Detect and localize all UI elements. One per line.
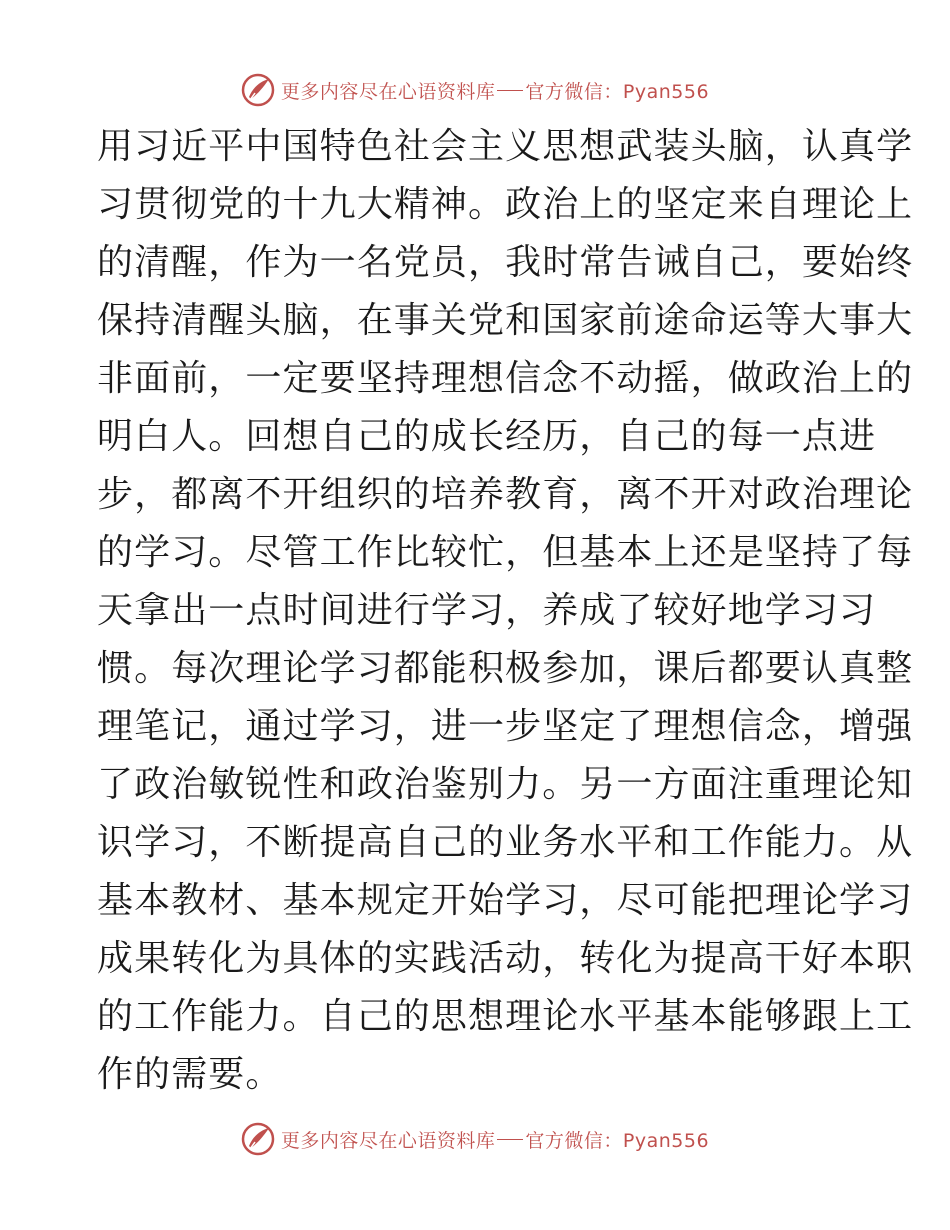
text-line: 识学习，不断提高自己的业务水平和工作能力。从 bbox=[97, 822, 914, 863]
text-line: 天拿出一点时间进行学习，养成了较好地学习习 bbox=[97, 590, 877, 631]
text-line: 成果转化为具体的实践活动，转化为提高干好本职 bbox=[97, 938, 914, 979]
document-body bbox=[97, 118, 914, 1104]
text-line: 明白人。回想自己的成长经历，自己的每一点进 bbox=[97, 416, 877, 457]
text-line: 的工作能力。自己的思想理论水平基本能够跟上工 bbox=[97, 996, 914, 1037]
text-line: 保持清醒头脑，在事关党和国家前途命运等大事大 bbox=[97, 300, 914, 341]
text-line: 非面前，一定要坚持理想信念不动摇，做政治上的 bbox=[97, 358, 914, 399]
text-line: 理笔记，通过学习，进一步坚定了理想信念，增强 bbox=[97, 706, 914, 747]
text-line: 的学习。尽管工作比较忙，但基本上还是坚持了每 bbox=[97, 532, 914, 573]
quill-seal-icon bbox=[241, 73, 275, 107]
footer-watermark bbox=[0, 1119, 950, 1159]
watermark-text: 更多内容尽在心语资料库 bbox=[280, 1129, 496, 1152]
text-line: 惯。每次理论学习都能积极参加，课后都要认真整 bbox=[97, 648, 914, 689]
text-line: 基本教材、基本规定开始学习，尽可能把理论学习 bbox=[97, 880, 914, 921]
text-line: 用习近平中国特色社会主义思想武装头脑，认真学 bbox=[97, 126, 914, 167]
text-line: 的清醒，作为一名党员，我时常告诫自己，要始终 bbox=[97, 242, 914, 283]
watermark-suffix: 官方微信：Pyan556 bbox=[525, 80, 710, 103]
watermark-dash bbox=[497, 90, 523, 91]
watermark-suffix: 官方微信：Pyan556 bbox=[525, 1129, 710, 1152]
text-line: 步，都离不开组织的培养教育，离不开对政治理论 bbox=[97, 474, 914, 515]
watermark-dash bbox=[497, 1139, 523, 1140]
text-line: 了政治敏锐性和政治鉴别力。另一方面注重理论知 bbox=[97, 764, 914, 805]
watermark-text: 更多内容尽在心语资料库 bbox=[280, 80, 496, 103]
header-watermark bbox=[0, 70, 950, 110]
text-line: 习贯彻党的十九大精神。政治上的坚定来自理论上 bbox=[97, 184, 914, 225]
text-line: 作的需要。 bbox=[97, 1054, 283, 1095]
quill-seal-icon bbox=[241, 1122, 275, 1156]
